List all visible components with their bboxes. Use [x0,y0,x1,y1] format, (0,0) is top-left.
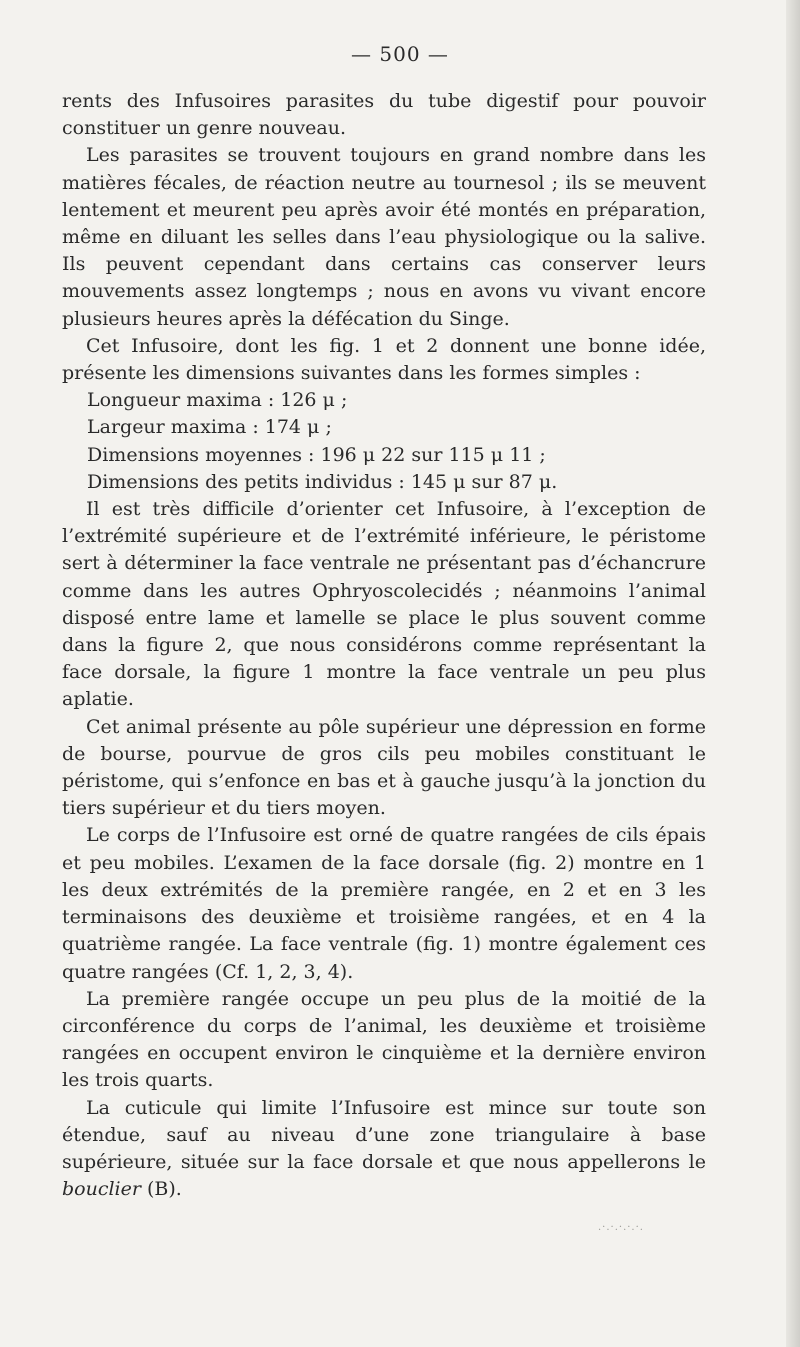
page-edge [786,0,800,1347]
paragraph-row-extent: La première rangée occupe un peu plus de la moitié de la circonférence du corps de l’animal, les deuxième et troisième rangées en occupent environ le cinquième et la dernière environ les trois quarts. [62,987,706,1092]
paragraph-peristome: Cet animal présente au pôle supérieur une dépression en forme de bourse, pourvue de gros cils peu mobiles constituant le péristome, qui s’enfonce en bas et à gauche jusqu’à la jonction du tiers supérieur et du tiers moyen. [62,715,706,820]
paragraph-parasites: Les parasites se trouvent toujours en grand nombre dans les matières fécales, de réaction neutre au tournesol ; ils se meuvent lentement et meurent peu après avoir été montés en préparation, même en diluant les selles dans l’eau physiologique ou la salive. Ils peuvent cependant dans certains cas conserver leurs mouvements assez longtemps ; nous en avons vu vivant encore plusieurs heures après la défécation du Singe. [62,144,706,330]
paragraph-orientation: Il est très difficile d’orienter cet Infusoire, à l’exception de l’extrémité supérieure et de l’extrémité inférieure, le péristome sert à déterminer la face ventrale ne présentant pas d’échancrure comme dans les autres Ophryoscolecidés ; néanmoins l’animal disposé entre lame et lamelle se place le plus souvent comme dans la figure 2, que nous considérons comme représentant la face dorsale, la figure 1 montre la face ventrale un peu plus aplatie. [62,498,706,711]
term-bouclier: bouclier [62,1178,141,1201]
dimension-small: Dimensions des petits individus : 145 μ sur 87 μ. [87,470,558,493]
dimension-width: Largeur maxima : 174 μ ; [87,416,332,439]
body-text [62,88,706,1203]
paragraph-cuticle [62,1095,706,1204]
page-number: — 500 — [351,42,449,66]
cuticle-text-after: (B). [140,1178,182,1201]
cuticle-text-before: La cuticule qui limite l’Infusoire est mince sur toute son étendue, sauf au niveau d’une zone triangulaire à base supérieure, située sur la face dorsale et que nous appellerons le [62,1096,706,1173]
dimension-length: Longueur maxima : 126 μ ; [87,389,348,412]
paragraph-continued: rents des Infusoires parasites du tube digestif pour pouvoir constituer un genre nouveau. [62,90,706,140]
paragraph-dimensions-intro: Cet Infusoire, dont les fig. 1 et 2 donnent une bonne idée, présente les dimensions suivantes dans les formes simples : [62,334,706,385]
paragraph-cilia-rows: Le corps de l’Infusoire est orné de quatre rangées de cils épais et peu mobiles. L’examen de la face dorsale (fig. 2) montre en 1 les deux extrémités de la première rangée, en 2 et en 3 les terminaisons des deuxième et troisième rangées, et en 4 la quatrième rangée. La face ventrale (fig. 1) montre également ces quatre rangées (Cf. 1, 2, 3, 4). [62,824,706,983]
dimension-average: Dimensions moyennes : 196 μ 22 sur 115 μ 11 ; [87,443,546,466]
ink-smudge: .·.·.·.·.·. [598,1222,644,1233]
